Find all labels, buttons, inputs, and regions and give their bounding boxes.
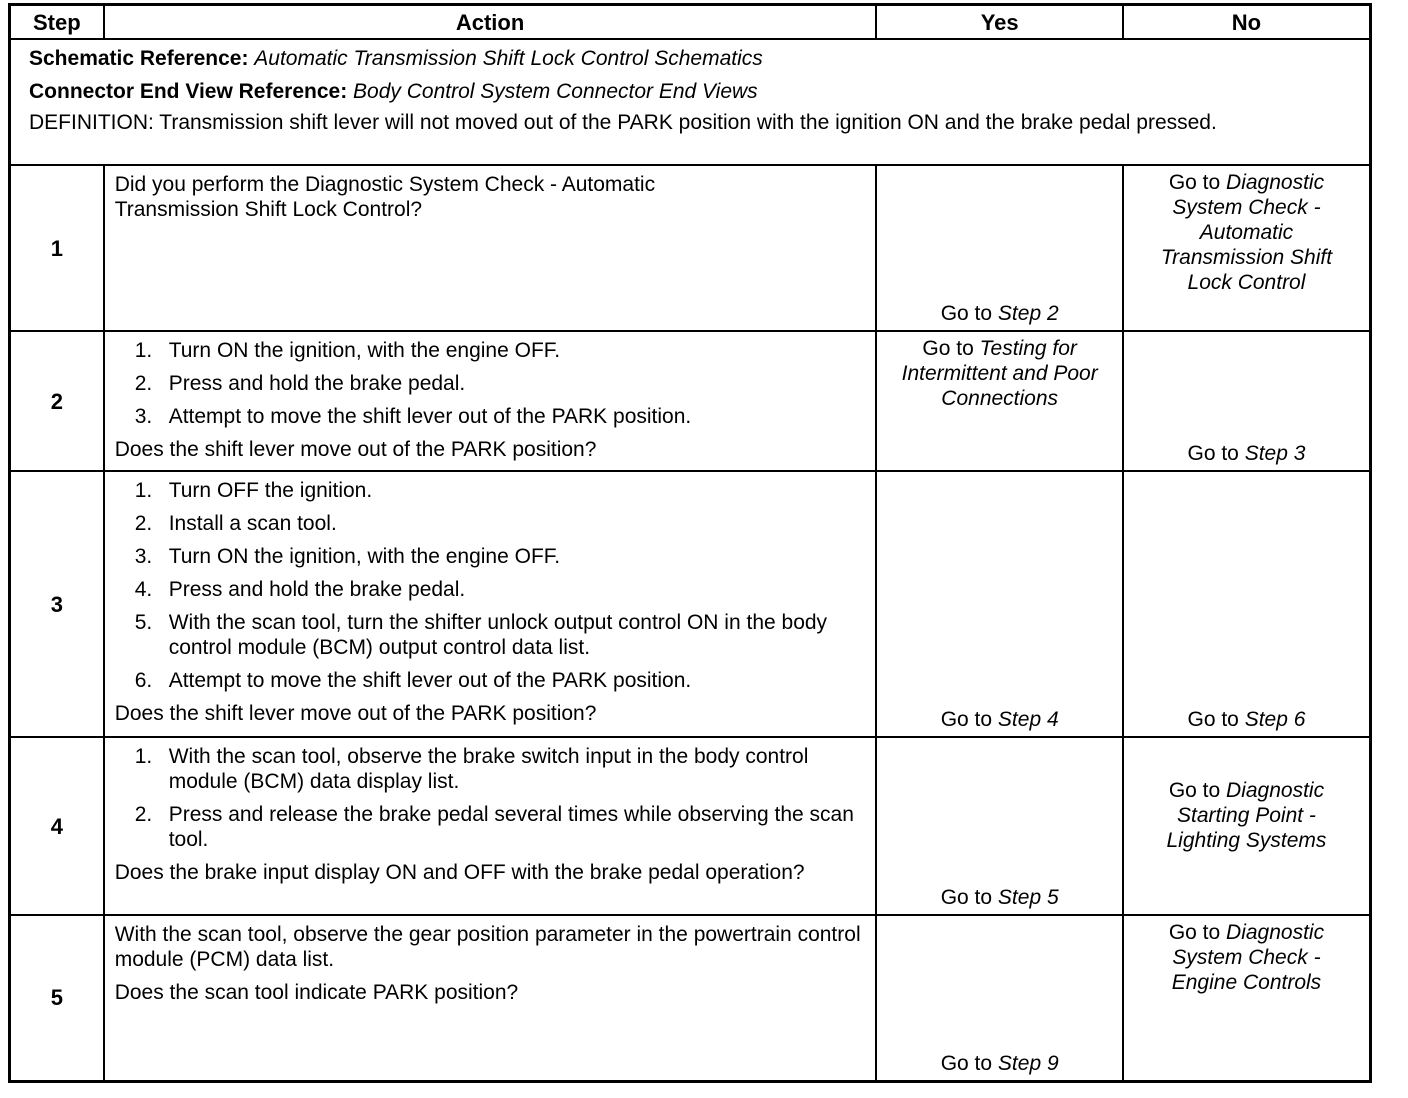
step-number: 4 bbox=[10, 737, 104, 915]
connector-reference bbox=[29, 79, 1357, 104]
connector-reference-label: Connector End View Reference: bbox=[29, 80, 348, 103]
step-row-2 bbox=[10, 331, 1371, 471]
no-link[interactable]: Step 6 bbox=[1244, 708, 1306, 731]
question-text: Does the brake input display ON and OFF with the brake pedal operation? bbox=[114, 861, 805, 884]
step-number: 5 bbox=[10, 915, 104, 1081]
action-cell bbox=[104, 737, 877, 915]
yes-link[interactable]: Testing for Intermittent and Poor Connections bbox=[901, 337, 1098, 410]
no-outcome[interactable] bbox=[1124, 707, 1369, 732]
yes-cell bbox=[876, 737, 1123, 915]
yes-cell bbox=[876, 471, 1123, 737]
action-list bbox=[115, 338, 866, 429]
yes-cell bbox=[876, 331, 1123, 471]
yes-outcome[interactable] bbox=[877, 332, 1122, 411]
yes-link[interactable]: Step 2 bbox=[997, 302, 1059, 325]
no-link[interactable]: Diagnostic Starting Point - Lighting Systems bbox=[1166, 779, 1327, 852]
no-outcome[interactable] bbox=[1124, 916, 1369, 995]
diagnostic-table-page bbox=[8, 3, 1372, 1081]
question-text: Does the shift lever move out of the PARK position? bbox=[114, 438, 597, 461]
step-row-5 bbox=[10, 915, 1371, 1081]
question-text: Does the scan tool indicate PARK position? bbox=[114, 981, 519, 1004]
definition-text: DEFINITION: Transmission shift lever will not moved out of the PARK position with the ignition ON and the brake pedal pressed. bbox=[29, 111, 1217, 134]
no-prefix: Go to bbox=[1187, 442, 1239, 465]
yes-prefix: Go to bbox=[922, 337, 974, 360]
no-outcome[interactable] bbox=[1124, 166, 1369, 295]
action-item: 1. With the scan tool, observe the brake switch input in the body control module (BCM) data display list. bbox=[134, 745, 809, 793]
action-list bbox=[115, 744, 866, 852]
yes-outcome[interactable] bbox=[877, 707, 1122, 732]
yes-outcome[interactable] bbox=[877, 1051, 1122, 1076]
step-number: 1 bbox=[10, 165, 104, 331]
no-prefix: Go to bbox=[1187, 708, 1239, 731]
action-item: 1. Turn ON the ignition, with the engine OFF. bbox=[134, 339, 561, 362]
no-cell bbox=[1123, 165, 1371, 331]
no-outcome[interactable] bbox=[1124, 778, 1369, 853]
diagnostic-table bbox=[8, 3, 1372, 1083]
yes-outcome[interactable] bbox=[877, 301, 1122, 326]
action-cell bbox=[104, 471, 877, 737]
yes-cell bbox=[876, 165, 1123, 331]
yes-prefix: Go to bbox=[940, 302, 993, 325]
schematic-reference-label: Schematic Reference: bbox=[29, 47, 249, 70]
step-row-4 bbox=[10, 737, 1371, 915]
no-cell bbox=[1123, 331, 1371, 471]
yes-link[interactable]: Step 9 bbox=[997, 1051, 1059, 1075]
action-cell bbox=[104, 915, 877, 1081]
connector-reference-link[interactable]: Body Control System Connector End Views bbox=[353, 80, 758, 103]
yes-link[interactable]: Step 5 bbox=[997, 886, 1059, 909]
question-text: Does the shift lever move out of the PARK position? bbox=[114, 702, 597, 725]
step-row-3 bbox=[10, 471, 1371, 737]
no-cell bbox=[1123, 737, 1371, 915]
header-yes: Yes bbox=[876, 5, 1123, 40]
step-row-1 bbox=[10, 165, 1371, 331]
no-prefix: Go to bbox=[1168, 779, 1221, 802]
no-outcome[interactable] bbox=[1124, 441, 1369, 466]
header-no: No bbox=[1123, 5, 1371, 40]
no-prefix: Go to bbox=[1168, 171, 1221, 194]
yes-outcome[interactable] bbox=[877, 885, 1122, 910]
no-link[interactable]: Diagnostic System Check - Automatic Transmission Shift Lock Control bbox=[1160, 171, 1333, 294]
yes-prefix: Go to bbox=[940, 708, 993, 731]
reference-cell bbox=[10, 39, 1371, 165]
yes-prefix: Go to bbox=[940, 1051, 993, 1075]
action-item: 2. Press and release the brake pedal several times while observing the scan tool. bbox=[134, 803, 854, 851]
no-link[interactable]: Diagnostic System Check - Engine Controls bbox=[1171, 921, 1325, 994]
schematic-reference bbox=[29, 46, 1357, 71]
intro-text: With the scan tool, observe the gear position parameter in the powertrain control module (PCM) data list. bbox=[114, 923, 861, 971]
action-item: 1. Turn OFF the ignition. bbox=[134, 479, 373, 502]
action-item: 5. With the scan tool, turn the shifter unlock output control ON in the body control module (BCM) output control data list. bbox=[134, 611, 828, 659]
action-cell bbox=[104, 165, 877, 331]
no-link[interactable]: Step 3 bbox=[1244, 442, 1306, 465]
header-row bbox=[10, 5, 1371, 40]
action-item: 3. Attempt to move the shift lever out of the PARK position. bbox=[134, 405, 692, 428]
action-cell bbox=[104, 331, 877, 471]
schematic-reference-link[interactable]: Automatic Transmission Shift Lock Control Schematics bbox=[254, 47, 763, 70]
no-cell bbox=[1123, 471, 1371, 737]
step-number: 2 bbox=[10, 331, 104, 471]
action-list bbox=[115, 478, 866, 693]
reference-row bbox=[10, 39, 1371, 165]
header-action: Action bbox=[104, 5, 877, 40]
question-text: Did you perform the Diagnostic System Check - Automatic Transmission Shift Lock Control? bbox=[114, 173, 656, 221]
action-item: 2. Install a scan tool. bbox=[134, 512, 337, 535]
no-prefix: Go to bbox=[1168, 921, 1221, 944]
yes-link[interactable]: Step 4 bbox=[997, 708, 1059, 731]
action-item: 6. Attempt to move the shift lever out of the PARK position. bbox=[134, 669, 692, 692]
action-item: 4. Press and hold the brake pedal. bbox=[134, 578, 466, 601]
no-cell bbox=[1123, 915, 1371, 1081]
action-item: 3. Turn ON the ignition, with the engine OFF. bbox=[134, 545, 561, 568]
step-number: 3 bbox=[10, 471, 104, 737]
header-step: Step bbox=[10, 5, 104, 40]
action-item: 2. Press and hold the brake pedal. bbox=[134, 372, 466, 395]
yes-cell bbox=[876, 915, 1123, 1081]
yes-prefix: Go to bbox=[940, 886, 993, 909]
